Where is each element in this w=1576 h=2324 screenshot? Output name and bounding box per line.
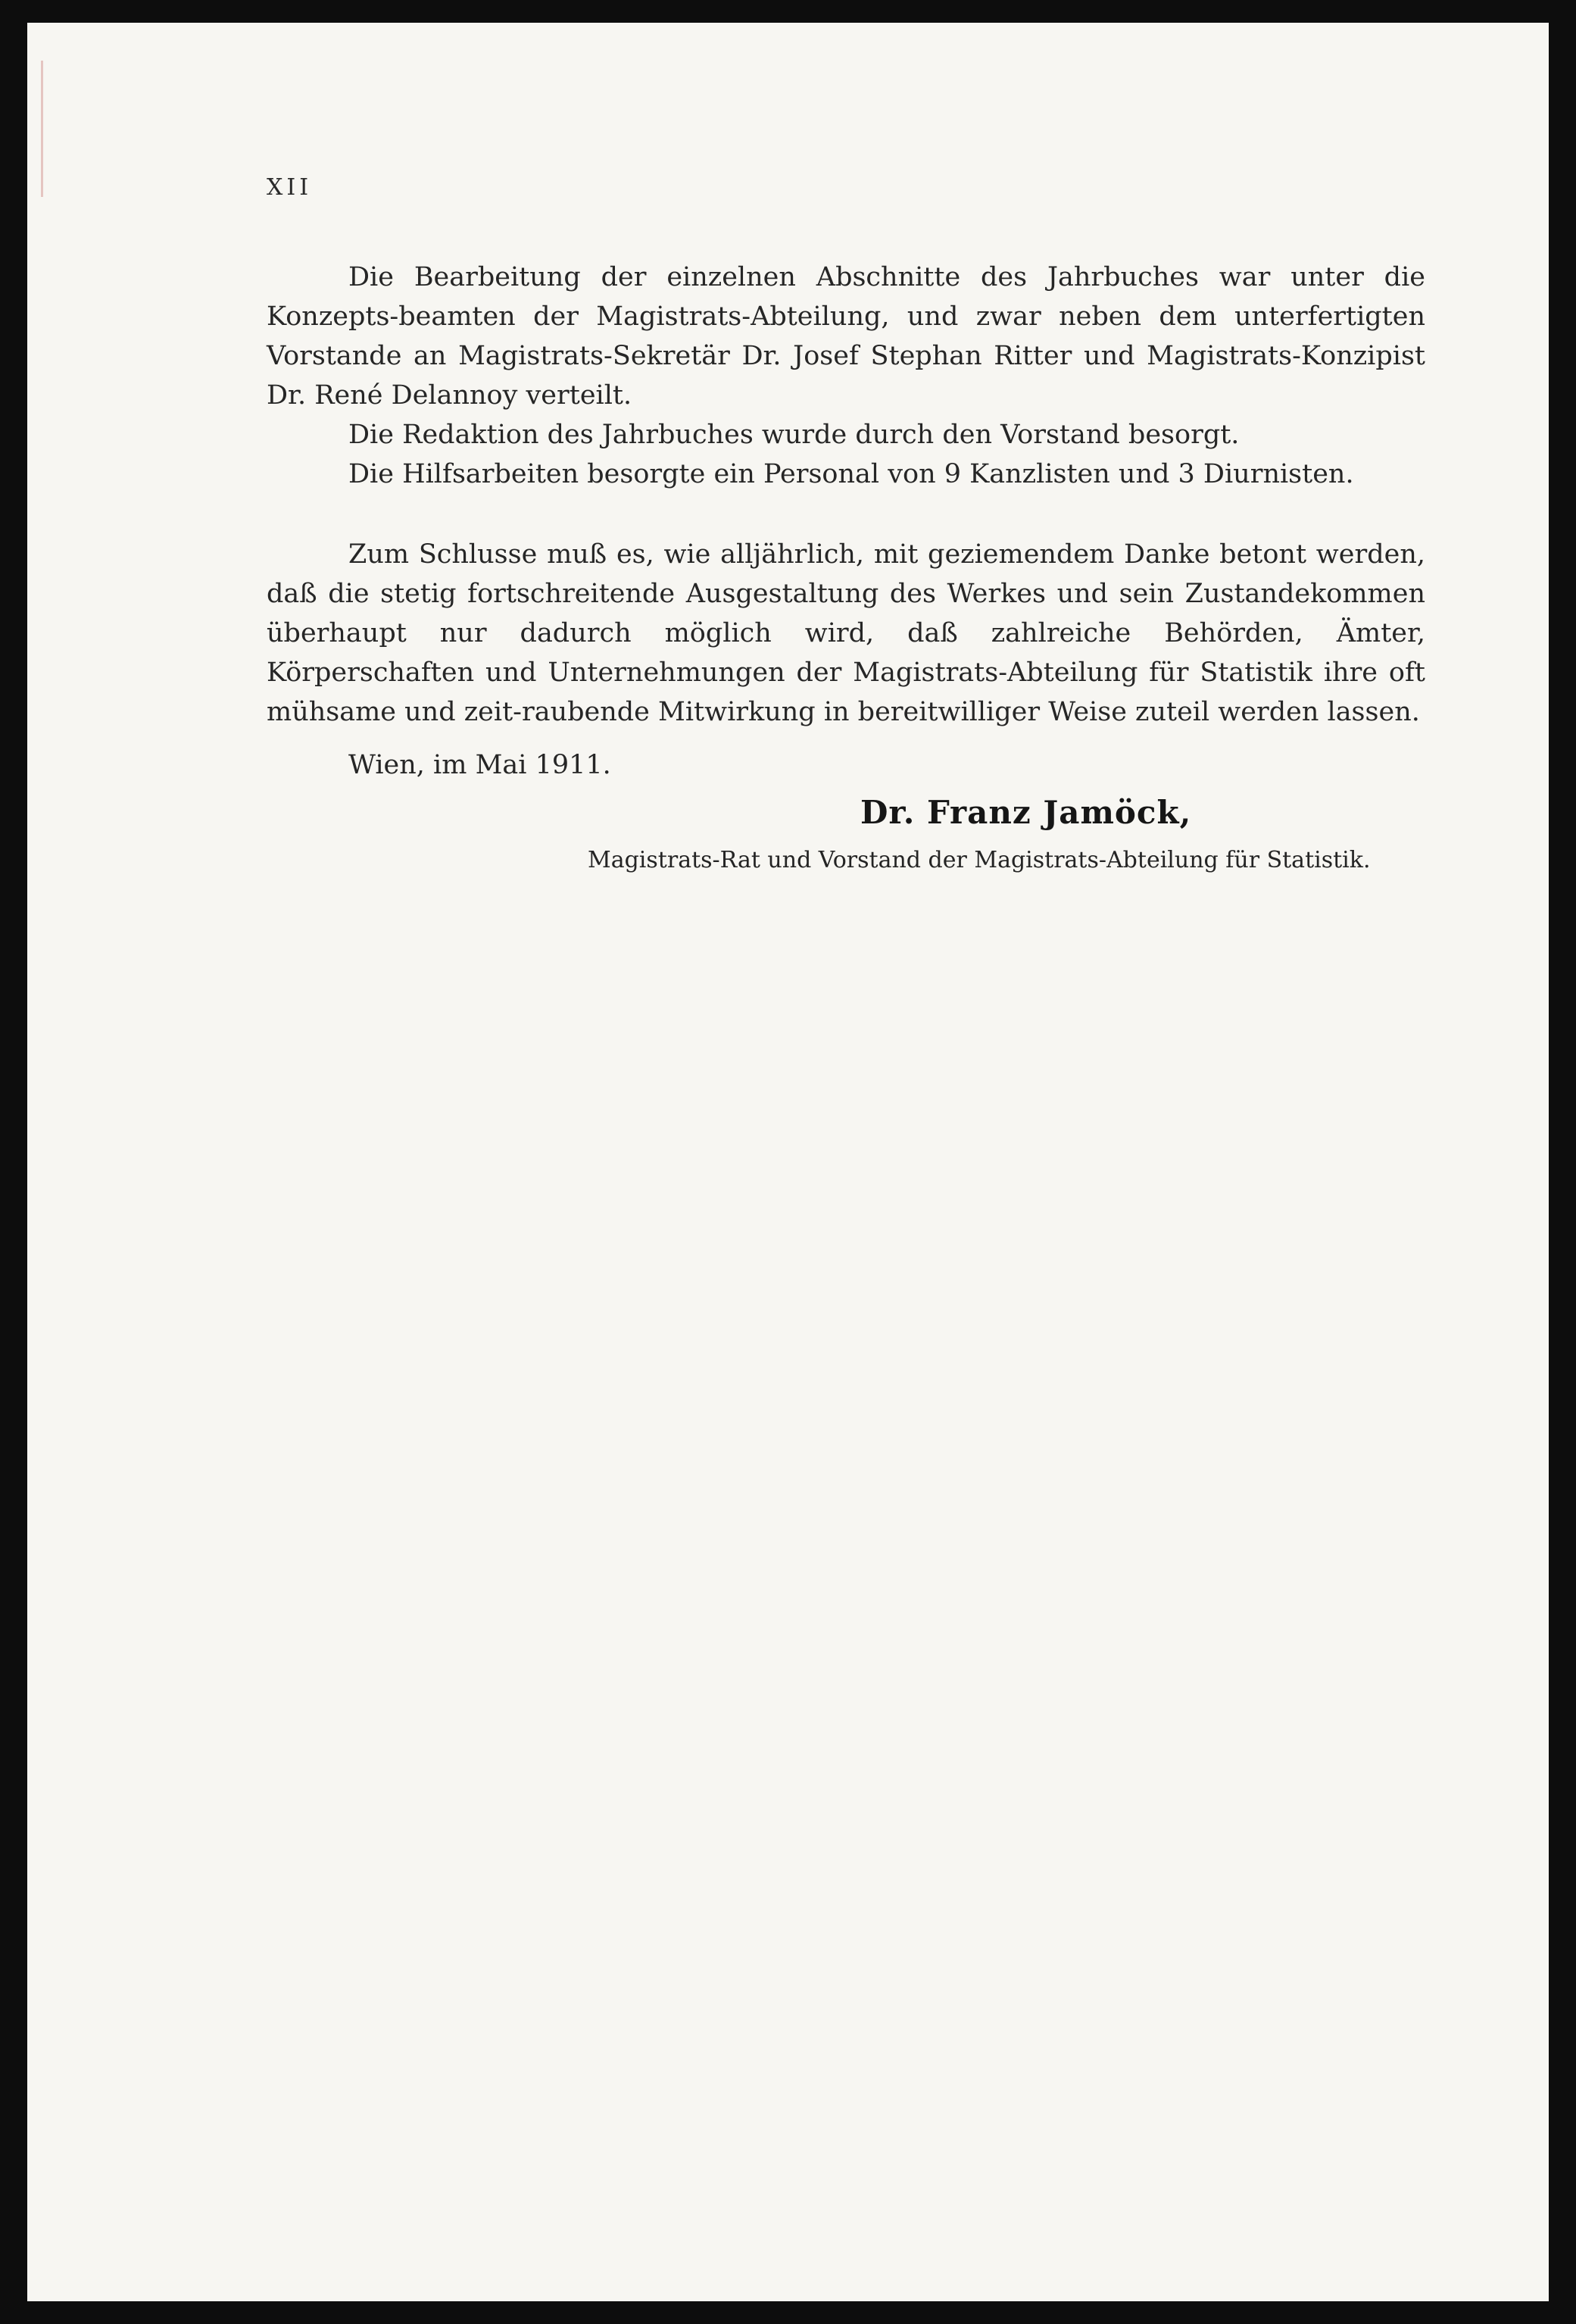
page-number: XII <box>267 174 313 201</box>
paragraph-redaction: Die Redaktion des Jahrbuches wurde durch den Vorstand besorgt. <box>348 420 1240 450</box>
paragraph-closing: Zum Schlusse muß es, wie alljährlich, mit geziemendem Danke betont werden, daß die stetig fortschreitende Ausgestaltung des Werkes und sein Zustandekommen überhaupt nur dadurch möglich wird, daß zahlreiche Behörden, Ämter, Körperschaften und Unternehmungen der Magistrats-Abteilung für Statistik ihre oft mühsame und zeit-raubende Mitwirkung in bereitwilliger Weise zuteil werden lassen. <box>267 539 1425 727</box>
paragraph-editors: Die Bearbeitung der einzelnen Abschnitte des Jahrbuches war unter die Konzepts-beamten der Magistrats-Abteilung, und zwar neben dem unterfertigten Vorstande an Magistrats-Sekretär Dr. Josef Stephan Ritter und Magistrats-Konzipist Dr. René Delannoy verteilt. <box>267 262 1425 411</box>
date-line: Wien, im Mai 1911. <box>348 750 611 780</box>
body-text <box>267 258 1425 785</box>
paragraph-spacer <box>267 494 1425 535</box>
paragraph-staff: Die Hilfsarbeiten besorgte ein Personal von 9 Kanzlisten und 3 Diurnisten. <box>348 459 1354 489</box>
signature-name: Dr. Franz Jamöck, <box>860 794 1192 831</box>
binding-mark <box>41 61 43 197</box>
paragraph-spacer-small <box>267 732 1425 745</box>
document-page <box>27 23 1549 2301</box>
signature-title: Magistrats-Rat und Vorstand der Magistrats-Abteilung für Statistik. <box>588 847 1371 873</box>
